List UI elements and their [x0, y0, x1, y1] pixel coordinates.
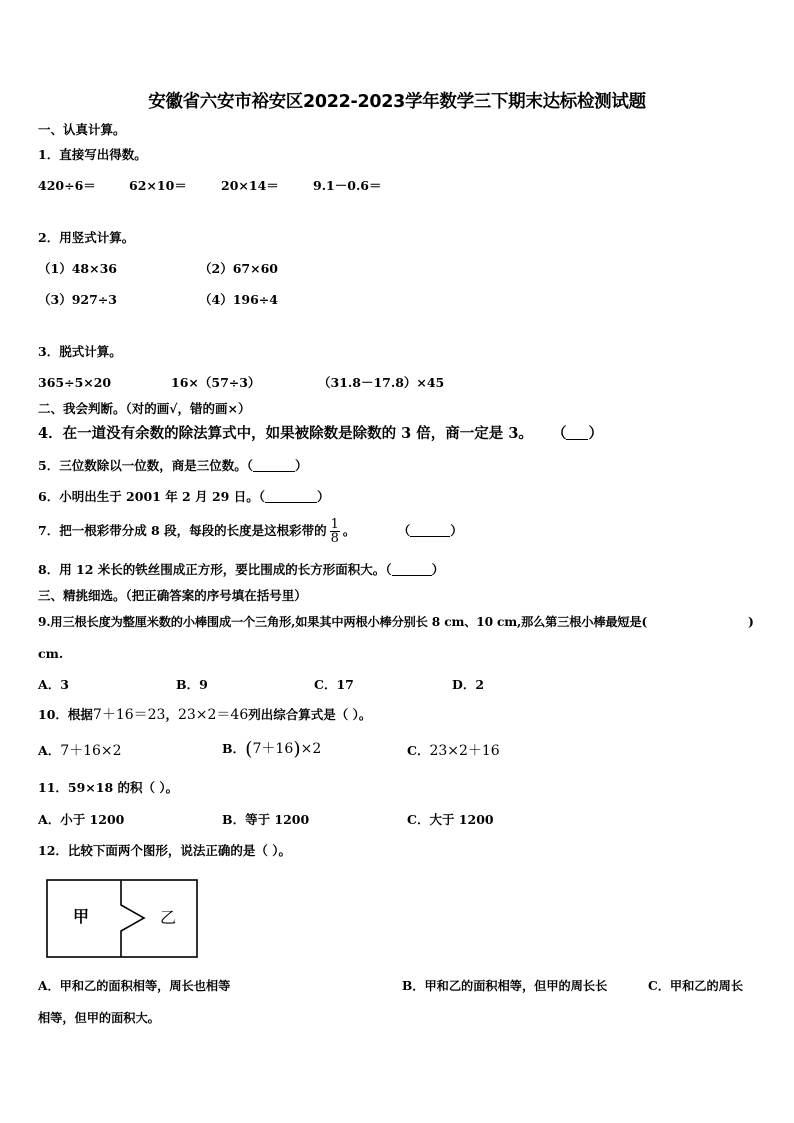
q7-fraction [330, 518, 340, 545]
q5-line [38, 458, 307, 474]
q7-text: 7．把一根彩带分成 8 段，每段的长度是这根彩带的 [38, 523, 327, 538]
section-2-heading: 二、我会判断。（对的画√，错的画×） [38, 401, 251, 416]
q12-option-c[interactable]: C．甲和乙的周长 [648, 979, 744, 993]
q8-paren-close: ） [431, 562, 445, 577]
q3-item-2: 16×（57÷3） [171, 375, 261, 390]
q11-option-b[interactable]: B．等于 1200 [222, 812, 310, 827]
q5-paren-open: （ [246, 458, 253, 473]
q9-option-c[interactable]: C．17 [314, 677, 354, 692]
q1-item-4: 9.1－0.6＝ [313, 178, 382, 193]
q10-option-c-label: C． [407, 743, 430, 758]
q1-item-2: 62×10＝ [129, 178, 187, 193]
q9-line1: 9.用三根长度为整厘米数的小棒围成一个三角形,如果其中两根小棒分别长 8 cm、10 cm,那么第三根小棒最短是( [38, 615, 648, 629]
q3-item-3: （31.8－17.8）×45 [318, 375, 445, 390]
page-title: 安徽省六安市裕安区2022-2023学年数学三下期末达标检测试题 [148, 92, 646, 112]
q10-line [38, 707, 371, 723]
q7-answer-blank[interactable] [410, 524, 450, 537]
q6-answer-blank[interactable] [265, 490, 317, 503]
q10-option-b-close: ) [293, 738, 301, 760]
q10-option-b-tail: ×2 [300, 741, 322, 757]
q3-label: 3．脱式计算。 [38, 344, 122, 359]
q1-item-3: 20×14＝ [221, 178, 279, 193]
q5-paren-close: ） [294, 458, 308, 473]
shape-label-jia: 甲 [73, 907, 90, 926]
q7-paren-open: （ [397, 523, 411, 538]
q10-option-c[interactable] [407, 743, 500, 759]
q10-option-b-label: B． [222, 741, 246, 756]
q10-equation-2: 23×2＝46 [177, 707, 249, 723]
section-1-heading: 一、认真计算。 [38, 122, 126, 137]
shapes-divider [121, 880, 144, 957]
q4-line [38, 426, 603, 442]
q10-prefix: 10．根据 [38, 707, 93, 722]
q12-option-b[interactable]: B．甲和乙的面积相等，但甲的周长长 [402, 979, 608, 993]
q12-option-c-continued: 相等，但甲的面积大。 [38, 1011, 160, 1025]
q9-line2: cm. [38, 646, 64, 661]
q4-paren-open: （ [551, 425, 567, 442]
q10-option-b-inner: 7＋16 [252, 741, 294, 757]
q2-label: 2．用竖式计算。 [38, 230, 135, 245]
q12-option-a[interactable]: A．甲和乙的面积相等，周长也相等 [38, 979, 231, 993]
q10-option-b-open: ( [245, 738, 253, 760]
q5-text: 5．三位数除以一位数，商是三位数。 [38, 458, 247, 473]
q11-option-c[interactable]: C．大于 1200 [407, 812, 494, 827]
q1-label: 1．直接写出得数。 [38, 147, 147, 162]
q10-option-a[interactable] [38, 743, 122, 759]
q7-after: 。 [342, 523, 356, 538]
q7-line [38, 517, 463, 545]
q9-line1-end: ) [748, 614, 754, 629]
q4-text: 4．在一道没有余数的除法算式中，如果被除数是除数的 3 倍，商一定是 3。 [38, 425, 533, 442]
q6-text: 6．小明出生于 2001 年 2 月 29 日。 [38, 489, 259, 504]
q4-answer-blank[interactable] [566, 427, 588, 440]
q8-answer-blank[interactable] [392, 563, 432, 576]
q9-option-d[interactable]: D．2 [452, 677, 485, 692]
q11-text: 11．59×18 的积（ ）。 [38, 780, 179, 795]
shape-label-yi: 乙 [160, 908, 177, 927]
q6-paren-close: ） [316, 489, 330, 504]
q6-line [38, 489, 329, 505]
q2-item-4: （4）196÷4 [199, 292, 278, 307]
q8-paren-open: （ [385, 562, 392, 577]
q8-line [38, 562, 444, 578]
q10-option-c-expr: 23×2＋16 [429, 743, 500, 759]
q10-suffix: 列出综合算式是（ ）。 [248, 707, 372, 722]
q5-answer-blank[interactable] [253, 459, 295, 472]
q11-option-a[interactable]: A．小于 1200 [38, 812, 125, 827]
q9-option-b[interactable]: B．9 [176, 677, 208, 692]
section-3-heading: 三、精挑细选。（把正确答案的序号填在括号里） [38, 588, 307, 603]
q6-paren-open: （ [258, 489, 265, 504]
q1-item-1: 420÷6＝ [38, 178, 96, 193]
q2-item-2: （2）67×60 [199, 261, 278, 276]
q4-paren-close: ） [588, 425, 603, 442]
q8-text: 8．用 12 米长的铁丝围成正方形，要比围成的长方形面积大。 [38, 562, 386, 577]
q3-item-1: 365÷5×20 [38, 375, 112, 390]
q10-option-b[interactable] [222, 738, 322, 760]
q12-text: 12．比较下面两个图形，说法正确的是（ ）。 [38, 843, 291, 858]
q10-sep: ， [165, 707, 178, 722]
q10-option-a-label: A． [38, 743, 61, 758]
q10-equation-1: 7＋16＝23 [92, 707, 166, 723]
q2-item-1: （1）48×36 [38, 261, 117, 276]
q7-frac-den: 8 [330, 531, 339, 546]
q2-item-3: （3）927÷3 [38, 292, 117, 307]
q7-frac-num: 1 [330, 517, 339, 532]
q10-option-a-expr: 7＋16×2 [60, 743, 122, 759]
q7-paren-close: ） [450, 523, 463, 538]
q9-option-a[interactable]: A．3 [38, 677, 69, 692]
